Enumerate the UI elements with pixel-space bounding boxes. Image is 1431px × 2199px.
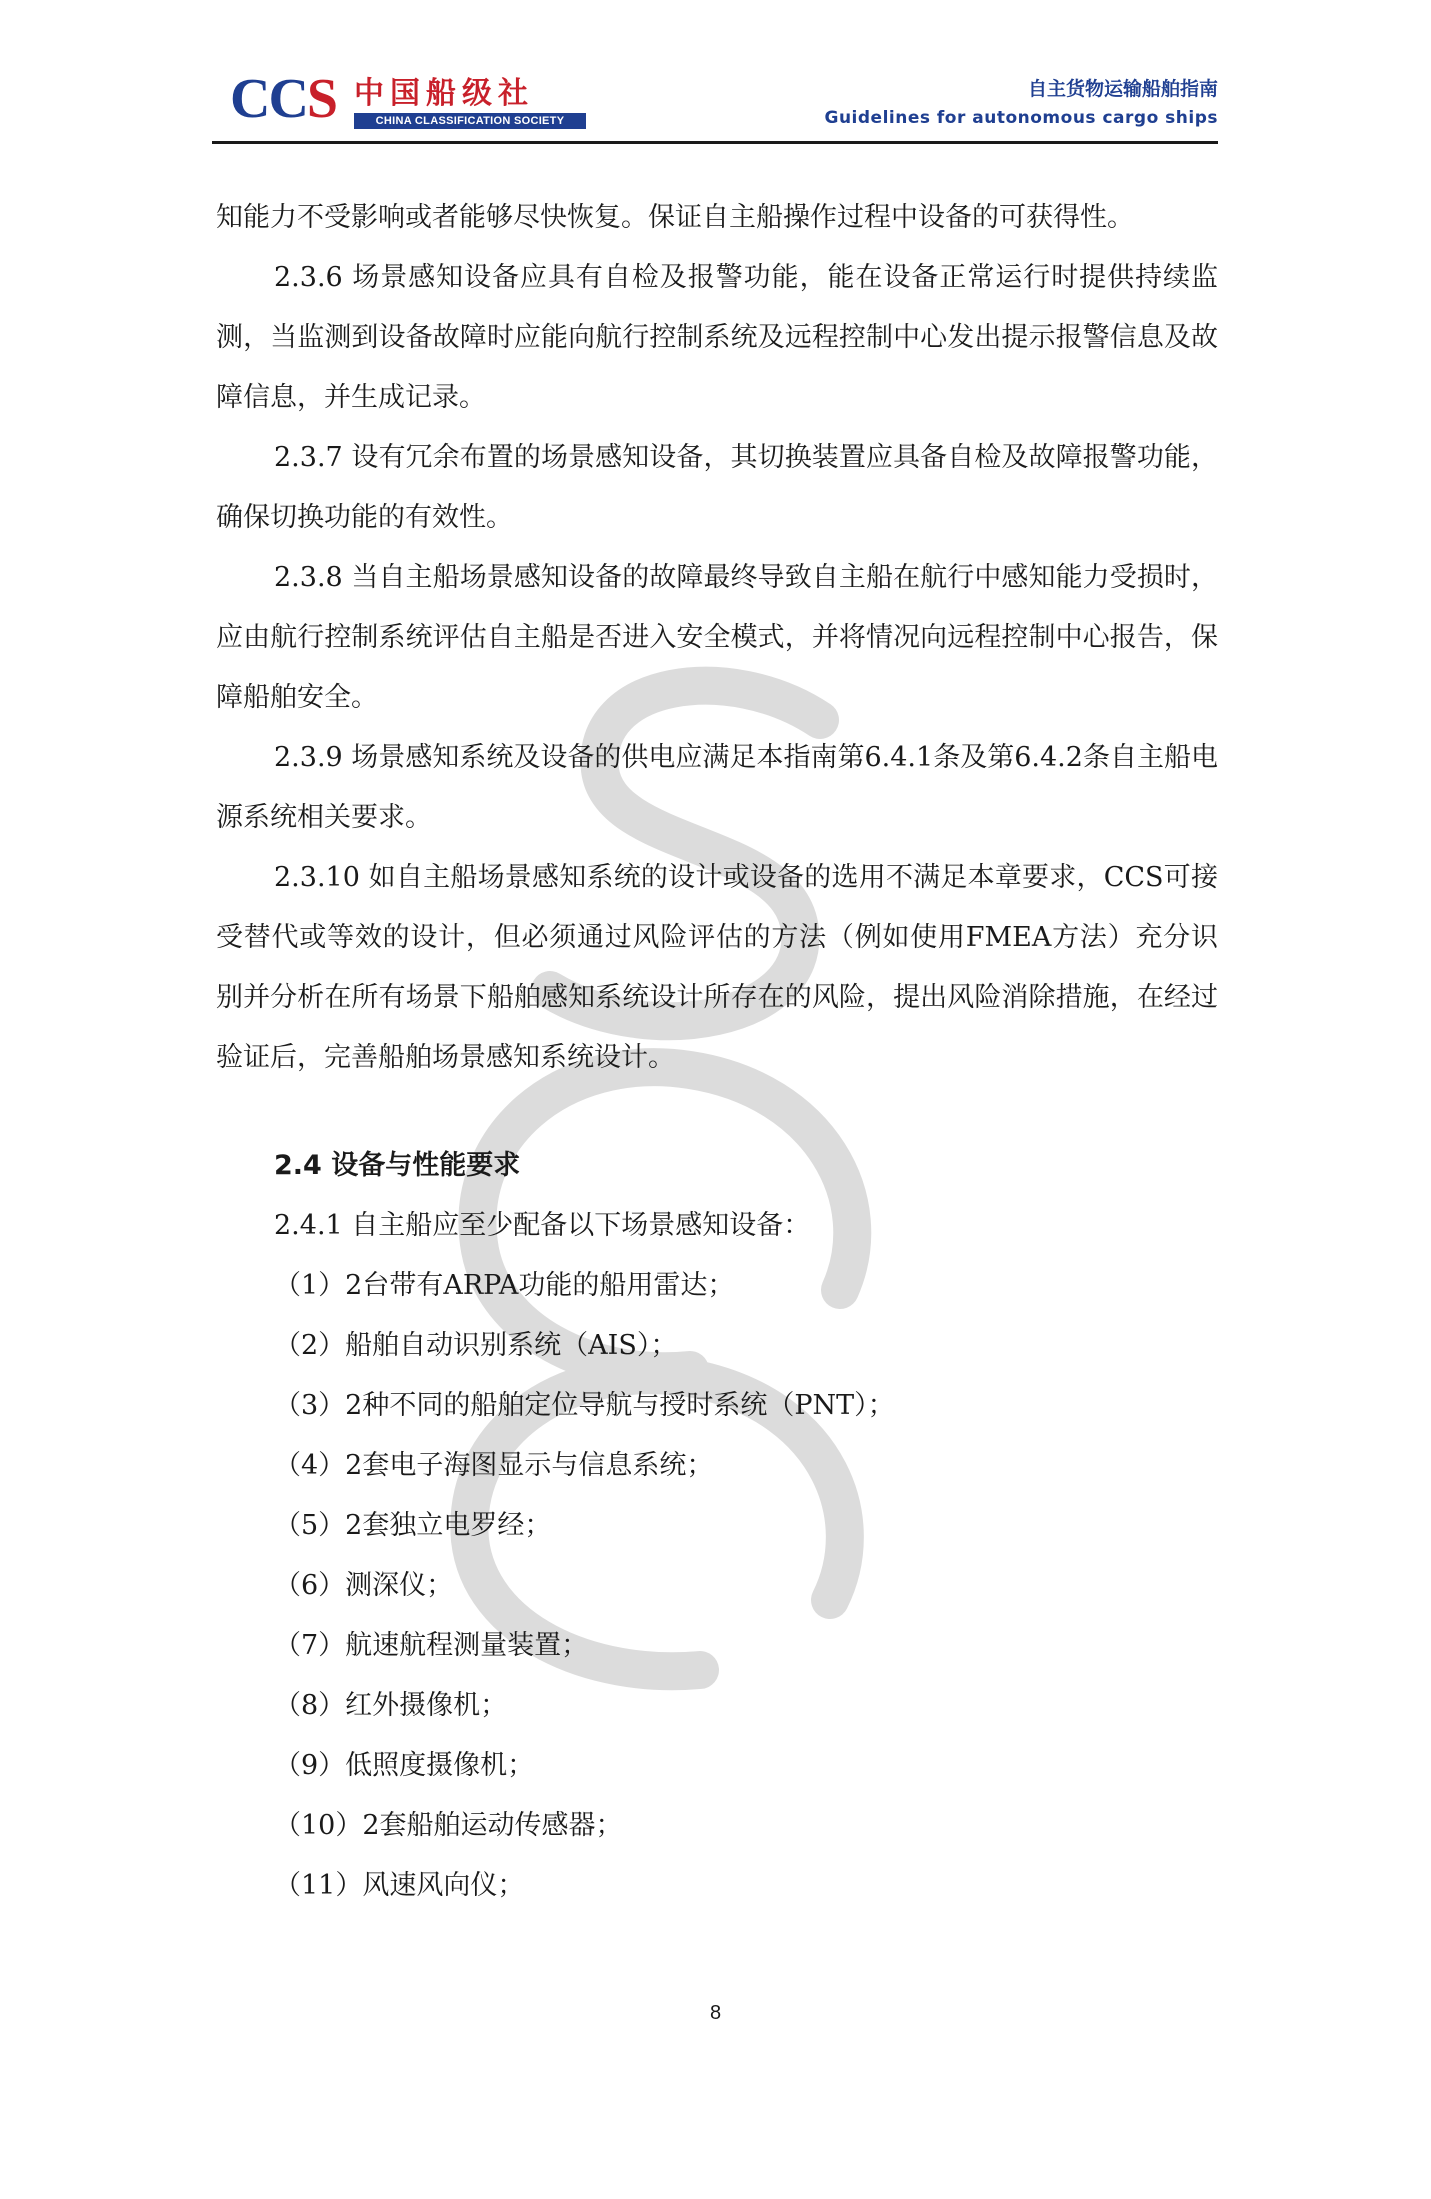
list-item: （4）2套电子海图显示与信息系统； [274,1450,714,1481]
list-item: （9）低照度摄像机； [274,1750,535,1781]
list-item: （2）船舶自动识别系统（AIS）； [274,1330,678,1361]
list-item: （7）航速航程测量装置； [274,1630,589,1661]
paragraph-2-3-6: 2.3.6 场景感知设备应具有自检及报警功能，能在设备正常运行时提供持续监测，当监测到设备故障时应能向航行控制系统及远程控制中心发出提示报警信息及故障信息，并生成记录。 [216,262,1218,413]
list-item: （3）2种不同的船舶定位导航与授时系统（PNT）； [274,1390,895,1421]
document-body [216,188,1218,1916]
list-item: （5）2套独立电罗经； [274,1510,552,1541]
ccs-logo [230,68,610,135]
list-item: （6）测深仪； [274,1570,454,1601]
paragraph-2-3-7: 2.3.7 设有冗余布置的场景感知设备，其切换装置应具备自检及故障报警功能，确保切换功能的有效性。 [216,442,1218,533]
header-title [824,75,1218,133]
section-spacer [216,1088,1218,1136]
logo-english-name: CHINA CLASSIFICATION SOCIETY [354,113,586,129]
logo-chinese-name: 中国船级社 [354,76,534,111]
paragraph-2-3-10: 2.3.10 如自主船场景感知系统的设计或设备的选用不满足本章要求，CCS可接受替代或等效的设计，但必须通过风险评估的方法（例如使用FMEA方法）充分识别并分析在所有场景下船舶感知系统设计所存在的风险，提出风险消除措施，在经过验证后，完善船舶场景感知系统设计。 [216,862,1218,1073]
paragraph-2-3-9: 2.3.9 场景感知系统及设备的供电应满足本指南第6.4.1条及第6.4.2条自主船电源系统相关要求。 [216,742,1218,833]
list-item: （8）红外摄像机； [274,1690,508,1721]
header-divider [212,141,1218,144]
paragraph-2-3-8: 2.3.8 当自主船场景感知设备的故障最终导致自主船在航行中感知能力受损时，应由航行控制系统评估自主船是否进入安全模式，并将情况向远程控制中心报告，保障船舶安全。 [216,562,1218,713]
list-item: （10）2套船舶运动传感器； [274,1810,623,1841]
header-title-cn: 自主货物运输船舶指南 [1027,78,1218,100]
paragraph-continuation: 知能力不受影响或者能够尽快恢复。保证自主船操作过程中设备的可获得性。 [216,202,1134,233]
page-header [212,55,1218,147]
list-item: （11）风速风向仪； [274,1870,525,1901]
equipment-list [216,1256,1218,1916]
section-heading-2-4: 2.4 设备与性能要求 [274,1150,521,1181]
list-item: （1）2台带有ARPA功能的船用雷达； [274,1270,735,1301]
paragraph-2-4-1: 2.4.1 自主船应至少配备以下场景感知设备： [274,1210,811,1241]
page-number: 8 [709,2002,722,2024]
header-title-en: Guidelines for autonomous cargo ships [824,108,1218,128]
logo-ccs-mark: CCS [230,68,337,130]
